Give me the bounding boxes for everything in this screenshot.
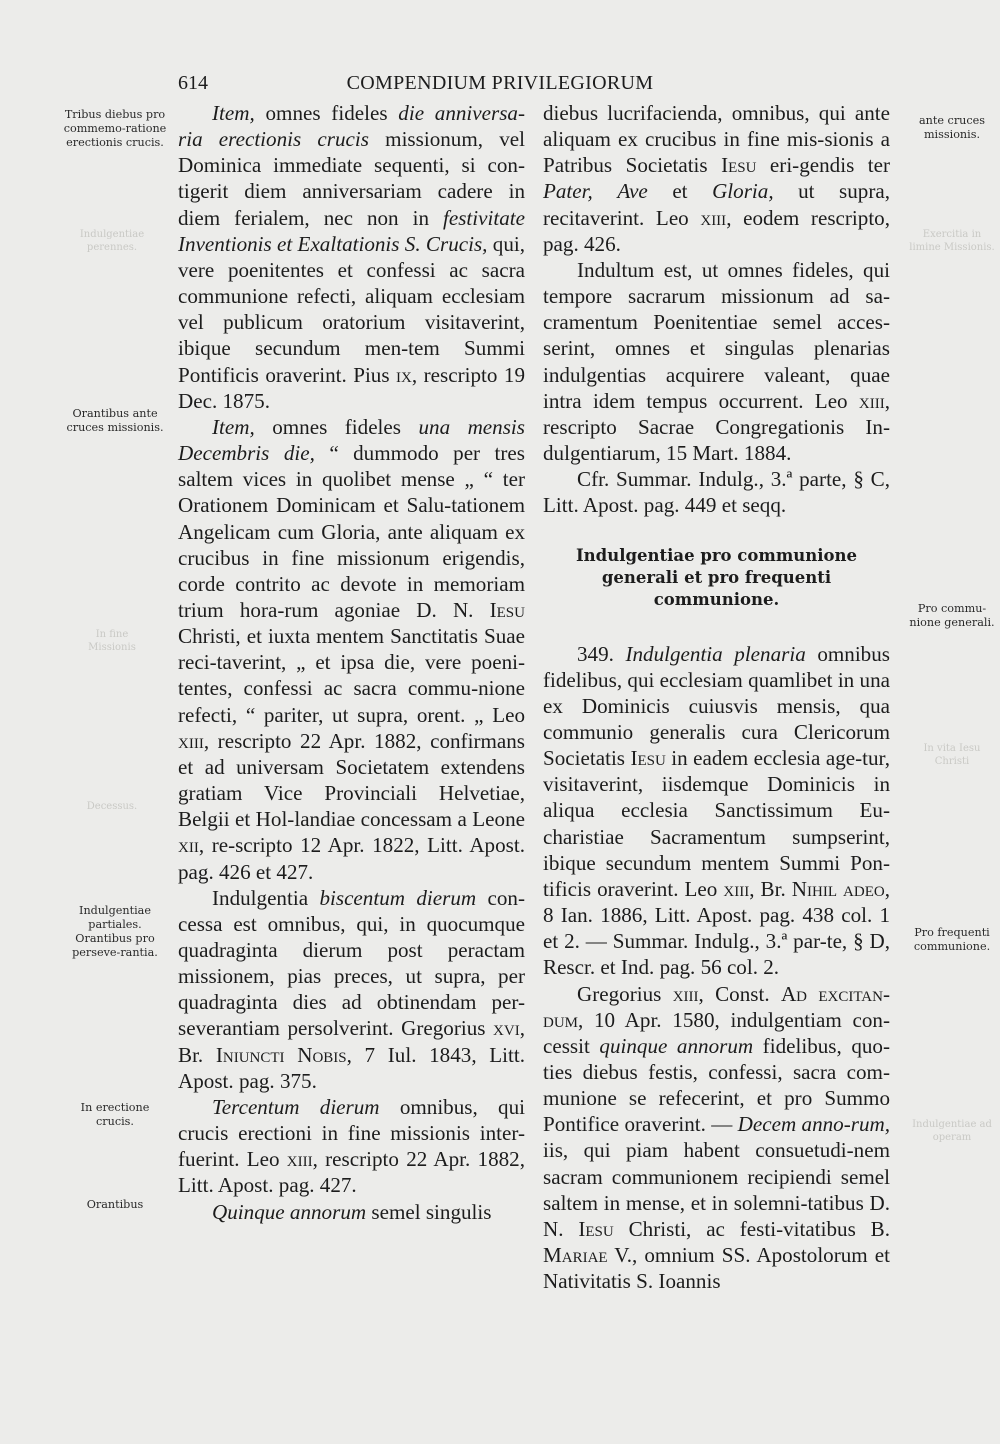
small-caps-run: Iesu <box>630 746 666 771</box>
text-run: Indultum est, ut omnes fideles, qui tempore sacrarum missionum ad sa-cramentum Poenitentiae semel acces-serint, omnes et singulas plenarias indulgentias acquirere valeant, quae intra idem tempus occurrent. Leo <box>543 257 890 413</box>
italic-run: die anniversa-ria erectionis crucis <box>178 101 526 152</box>
small-caps-run: xiii <box>286 1147 313 1172</box>
text-run: , rescripto Sacrae Congregationis In-dulgentiarum, 15 Mart. 1884. <box>543 388 890 466</box>
paragraph <box>178 100 525 414</box>
bleed-through-note: Exercitia in limine Missionis. <box>909 229 995 253</box>
small-caps-run: Ad excitan-dum <box>543 981 890 1032</box>
paragraph <box>178 1199 525 1225</box>
text-run: omnibus fidelibus, qui ecclesiam quamlibet in una ex Dominicis cuiusvis mensis, qua communio generalis cura Clericorum Societatis <box>543 641 890 771</box>
margin-note-left: Tribus diebus pro commemo-ratione erectionis crucis. <box>63 108 167 149</box>
small-caps-run: xiii <box>858 388 885 413</box>
text-run: et <box>647 179 713 204</box>
italic-run: biscentum dierum <box>319 885 477 910</box>
italic-run: quinque annorum <box>599 1033 754 1058</box>
margin-note-left: Orantibus ante cruces missionis. <box>66 407 164 434</box>
text-run: Christi, et iuxta mentem Sanctitatis Suae reci-taverint, „ et ipsa die, vere poeni-tentes, confessi ac sacra commu-nione refecti, “ pariter, ut supra, orent. „ Leo <box>178 624 525 727</box>
paragraph <box>543 466 890 518</box>
small-caps-run: Iesu <box>721 153 757 178</box>
text-run: , Br. <box>178 1016 525 1067</box>
text-run: eri-gendis ter <box>756 153 890 178</box>
text-run: , Const. <box>698 981 781 1006</box>
section-heading: Indulgentiae pro communione generali et pro frequenti communione. <box>575 545 858 609</box>
text-run: Indulgentia <box>212 885 320 910</box>
small-caps-run: Iesu <box>489 597 525 622</box>
bleed-through-note: Indulgentiae perennes. <box>79 229 145 253</box>
page-number: 614 <box>178 72 208 94</box>
small-caps-run: Iesu <box>578 1216 614 1241</box>
running-title: COMPENDIUM PRIVILEGIORUM <box>346 72 654 94</box>
paragraph <box>543 257 890 466</box>
text-run: con-cessa est omnibus, qui, in quocumque quadraginta dierum post peractam missionem, pias preces, ut supra, per quadraginta dies ad obtinendam per-severantiam persolverint. Gregorius <box>178 885 525 1041</box>
italic-run: festivitate Inventionis et Exaltationis S. Crucis, <box>178 205 525 256</box>
text-run: , rescripto 19 Dec. 1875. <box>178 362 525 413</box>
margin-note-left: Orantibus <box>86 1198 144 1211</box>
text-run: , 10 Apr. 1580, indulgentiam con-cessit <box>543 1007 890 1058</box>
italic-run: una mensis Decembris die, <box>178 414 525 466</box>
text-run: diebus lucrifacienda, omnibus, qui ante aliquam ex crucibus in fine mis-sionis a Patribus Societatis <box>543 101 890 178</box>
text-run: missionum, vel Dominica immediate sequenti, si con-tigerit diem anniversariam cadere in diem ferialem, nec non in <box>178 127 525 230</box>
margin-note-left: In erectione crucis. <box>80 1101 150 1128</box>
small-caps-run: xiii <box>723 876 750 901</box>
left-text-column <box>178 100 525 1225</box>
paragraph <box>543 641 890 981</box>
small-caps-run: Iniuncti Nobis <box>215 1042 347 1067</box>
margin-note-left: Indulgentiae partiales. Orantibus pro perseve-rantia. <box>72 904 158 959</box>
text-run: omnes fideles <box>254 414 419 439</box>
right-text-column <box>543 100 890 1294</box>
italic-run: Ave <box>617 179 648 204</box>
small-caps-run: xii <box>178 833 199 858</box>
margin-note-right: Pro frequenti communione. <box>913 926 991 953</box>
text-run: , 8 Ian. 1886, Litt. Apost. pag. 438 col. 1 et 2. — Summar. Indulg., 3.ª par-te, § D, Rescr. et Ind. pag. 56 col. 2. <box>543 876 891 980</box>
small-caps-run: xiii <box>700 205 727 230</box>
text-run: 349. <box>577 641 626 666</box>
bleed-through-note: Indulgentiae ad operam <box>912 1119 992 1143</box>
text-run: semel singulis <box>366 1199 492 1224</box>
bleed-through-note: In fine Missionis <box>88 629 136 653</box>
margin-note-right: Pro commu-nione generali. <box>909 602 995 629</box>
text-run: Christi, ac festi-vitatibus B. <box>613 1216 890 1241</box>
bleed-through-note: In vita Iesu Christi <box>923 743 981 767</box>
paragraph <box>178 414 525 885</box>
paragraph <box>178 885 525 1094</box>
small-caps-run: xiii <box>178 728 204 753</box>
paragraph <box>543 981 890 1295</box>
italic-run: Decem anno-rum, <box>737 1112 890 1137</box>
paragraph <box>543 100 890 257</box>
text-run: , eodem rescripto, pag. 426. <box>543 205 890 256</box>
small-caps-run: xvi <box>493 1016 520 1041</box>
small-caps-run: ix <box>396 362 412 387</box>
text-run: Cfr. Summar. Indulg., 3.ª parte, § C, Litt. Apost. pag. 449 et seqq. <box>543 467 890 518</box>
italic-run: Indulgentia plenaria <box>625 641 806 666</box>
italic-run: Tercentum dierum <box>212 1094 380 1119</box>
text-run: , rescripto 22 Apr. 1882, confirmans et ad universam Societatem extendens gratiam Vice Provinciali Helvetiae, Belgii et Hol-landiae concessam a Leone <box>178 728 525 832</box>
text-run: , re-scripto 12 Apr. 1822, Litt. Apost. pag. 426 et 427. <box>178 833 525 884</box>
italic-run: Item, <box>212 414 255 439</box>
small-caps-run: Nihil adeo <box>791 876 885 901</box>
italic-run: Pater, <box>543 179 593 204</box>
text-run: omnibus, qui crucis erectioni in fine missionis inter-fuerint. Leo <box>178 1094 525 1172</box>
text-run: iis, qui piam habent consuetudi-nem sacram communionem recipiendi semel saltem in mense, et in solemni-tatibus D. N. <box>543 1138 890 1241</box>
text-run: , 7 Iul. 1843, Litt. Apost. pag. 375. <box>178 1042 525 1093</box>
italic-run: Item, <box>212 101 255 125</box>
bleed-through-note: Decessus. <box>86 801 138 812</box>
text-run: , rescripto 22 Apr. 1882, Litt. Apost. pag. 427. <box>178 1147 525 1198</box>
small-caps-run: Mariae <box>543 1243 608 1268</box>
text-run: V., omnium SS. Apostolorum et Nativitatis S. Ioannis <box>543 1243 890 1294</box>
text-run: “ dummodo per tres saltem vices in quolibet mense „ “ ter Orationem Dominicam et Salu-tationem Angelicam cum Gloria, ante aliquam ex crucibus in fine missionum erigendis, corde contrito ac devote in memoriam trium hora-rum agoniae D. N. <box>178 441 525 622</box>
text-run <box>593 179 618 203</box>
text-run: fidelibus, quo-ties diebus festis, confessi, sacra com-munione se refecerint, et pro Summo Pontifice oraverint. — <box>543 1033 890 1137</box>
text-run: omnes fideles <box>254 101 399 125</box>
small-caps-run: xiii <box>672 981 699 1006</box>
margin-note-right: ante cruces missionis. <box>919 114 985 141</box>
page-header <box>0 72 1000 102</box>
paragraph <box>178 1094 525 1199</box>
text-run: Gregorius <box>577 981 673 1006</box>
italic-run: Gloria, <box>712 179 774 204</box>
text-run: qui, vere poenitentes et confessi ac sacra communione refecti, aliquam ecclesiam vel publicum oratorium visitaverint, ibique secundum men-tem Summi Pontificis oraverint. Pius <box>178 231 525 387</box>
text-run: , Br. <box>749 876 792 901</box>
italic-run: Quinque annorum <box>212 1199 367 1224</box>
text-run: ut supra, recitaverint. Leo <box>543 179 890 230</box>
text-run: in eadem ecclesia age-tur, visitaverint, iisdemque Dominicis in aliqua ecclesia Sanctissimum Eu-charistiae Sacramentum sumpserint, ibique secundum mentem Summi Pon-tificis oraverint. Leo <box>543 746 890 901</box>
